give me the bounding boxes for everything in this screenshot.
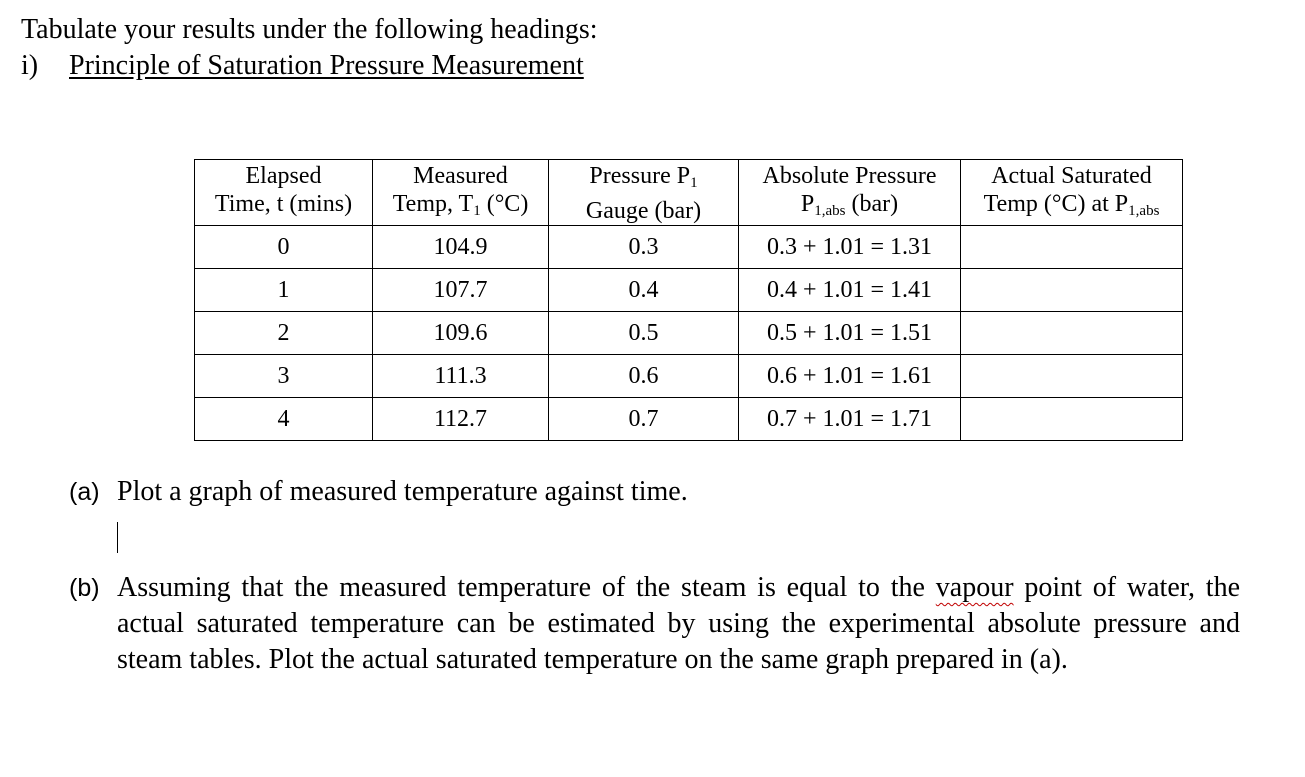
question-a-text: Plot a graph of measured temperature against time. [117, 476, 688, 507]
cell-time[interactable]: 3 [195, 355, 373, 398]
question-b-label: (b) [69, 574, 100, 602]
header-elapsed-time: Elapsed Time, t (mins) [195, 160, 373, 226]
header-gauge-pressure: Pressure $P_1$ Gauge (bar) [549, 160, 739, 226]
cell-gauge-pressure[interactable]: 0.6 [549, 355, 739, 398]
cell-absolute-pressure[interactable]: 0.7 + 1.01 = 1.71 [739, 398, 961, 441]
cell-saturated-temp[interactable] [961, 355, 1183, 398]
cell-measured-temp[interactable]: 111.3 [373, 355, 549, 398]
cell-absolute-pressure[interactable]: 0.3 + 1.01 = 1.31 [739, 226, 961, 269]
section-title: Principle of Saturation Pressure Measurement [69, 50, 584, 81]
section-heading [21, 48, 584, 84]
table-header-row [195, 160, 1183, 226]
question-b-text: Assuming that the measured temperature of the steam is equal to the vapour point of water, the actual saturated temperature can be estimated by using the experimental absolute pressure and steam tables. Plot the actual saturated temperature on the same graph prepared in (a). [117, 572, 1240, 675]
cell-absolute-pressure[interactable]: 0.4 + 1.01 = 1.41 [739, 269, 961, 312]
question-a-label: (a) [69, 478, 100, 506]
question-b [69, 570, 1240, 678]
cell-saturated-temp[interactable] [961, 312, 1183, 355]
table-row [195, 398, 1183, 441]
table-row [195, 312, 1183, 355]
text-cursor[interactable] [117, 522, 118, 553]
cell-absolute-pressure[interactable]: 0.6 + 1.01 = 1.61 [739, 355, 961, 398]
cell-gauge-pressure[interactable]: 0.5 [549, 312, 739, 355]
header-measured-temp: Measured Temp, $T_1$ (°C) [373, 160, 549, 226]
cell-measured-temp[interactable]: 104.9 [373, 226, 549, 269]
question-a [69, 474, 688, 510]
section-number: i) [21, 50, 39, 81]
table-row [195, 226, 1183, 269]
cell-gauge-pressure[interactable]: 0.7 [549, 398, 739, 441]
cell-absolute-pressure[interactable]: 0.5 + 1.01 = 1.51 [739, 312, 961, 355]
table-row [195, 355, 1183, 398]
cell-measured-temp[interactable]: 109.6 [373, 312, 549, 355]
cell-saturated-temp[interactable] [961, 226, 1183, 269]
header-actual-saturated-temp: Actual Saturated Temp (°C) at $P_{1,abs}$ [961, 160, 1183, 226]
cell-saturated-temp[interactable] [961, 398, 1183, 441]
cell-measured-temp[interactable]: 107.7 [373, 269, 549, 312]
header-absolute-pressure: Absolute Pressure $P_{1,abs}$ (bar) [739, 160, 961, 226]
cell-time[interactable]: 4 [195, 398, 373, 441]
cell-measured-temp[interactable]: 112.7 [373, 398, 549, 441]
cell-gauge-pressure[interactable]: 0.3 [549, 226, 739, 269]
spellcheck-flagged-word[interactable]: vapour [935, 572, 1014, 603]
cell-gauge-pressure[interactable]: 0.4 [549, 269, 739, 312]
results-table [194, 159, 1183, 441]
cell-time[interactable]: 2 [195, 312, 373, 355]
table-row [195, 269, 1183, 312]
intro-text: Tabulate your results under the following headings: [21, 14, 598, 45]
cell-saturated-temp[interactable] [961, 269, 1183, 312]
cell-time[interactable]: 0 [195, 226, 373, 269]
cell-time[interactable]: 1 [195, 269, 373, 312]
